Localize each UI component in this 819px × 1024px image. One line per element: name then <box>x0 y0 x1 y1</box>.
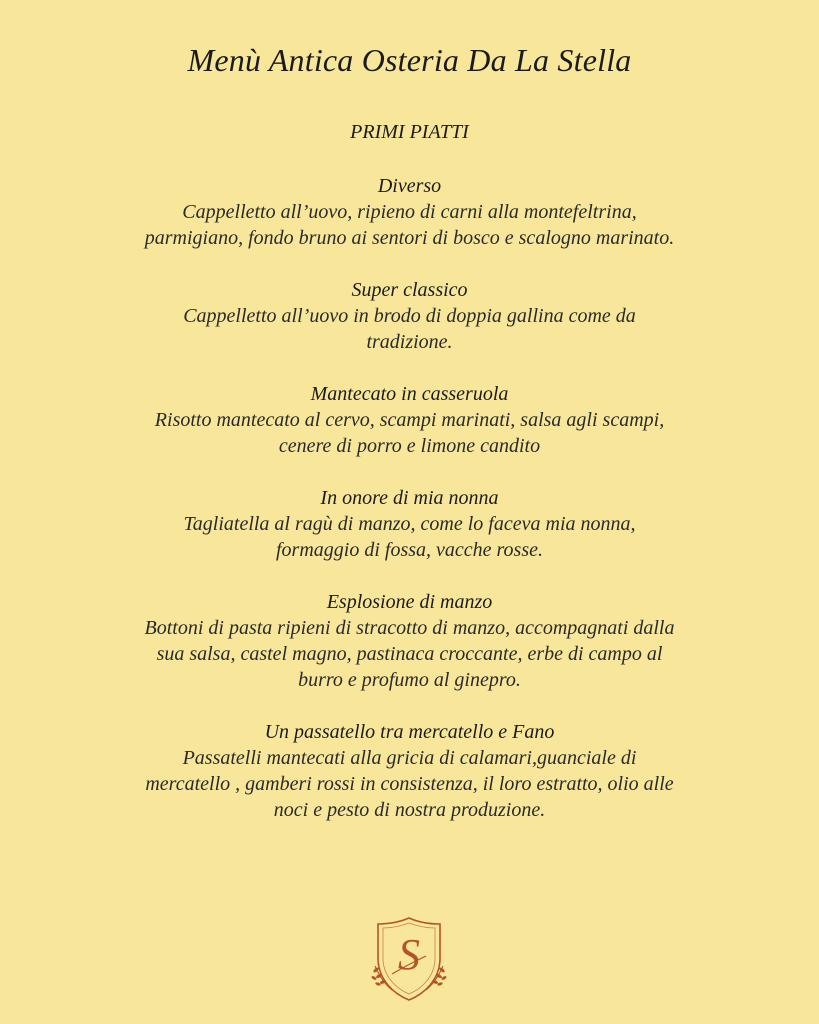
dish-name: Diverso <box>377 175 442 197</box>
dish-description-line: tradizione. <box>366 331 453 353</box>
dish-description-line: parmigiano, fondo bruno ai sentori di bosco e scalogno marinato. <box>144 227 675 249</box>
dish-item <box>90 381 729 459</box>
dish-description-line: burro e profumo al ginepro. <box>298 669 521 691</box>
dish-item <box>90 485 729 563</box>
s-crest-icon <box>370 914 448 1004</box>
dish-description-line: Cappelletto all’uovo in brodo di doppia gallina come da <box>183 305 636 327</box>
crest-letter: S <box>398 930 420 979</box>
dish-description-line: sua salsa, castel magno, pastinaca croccante, erbe di campo al <box>156 643 663 665</box>
dish-item <box>90 589 729 693</box>
dish-name: Un passatello tra mercatello e Fano <box>264 721 555 743</box>
dish-name: In onore di mia nonna <box>320 487 499 509</box>
dish-description-line: Tagliatella al ragù di manzo, come lo faceva mia nonna, <box>183 513 636 535</box>
dish-item <box>90 277 729 355</box>
dish-description-line: cenere di porro e limone candito <box>278 435 541 457</box>
dish-description-line: Passatelli mantecati alla gricia di calamari,guanciale di <box>182 747 637 769</box>
dish-description-line: formaggio di fossa, vacche rosse. <box>275 539 543 561</box>
dish-name: Esplosione di manzo <box>326 591 493 613</box>
dish-description-line: Cappelletto all’uovo, ripieno di carni alla montefeltrina, <box>182 201 637 223</box>
dish-item <box>90 719 729 823</box>
menu-title: Menù Antica Osteria Da La Stella <box>187 42 632 78</box>
section-title-primi-piatti: PRIMI PIATTI <box>350 121 469 143</box>
dish-name: Mantecato in casseruola <box>310 383 509 405</box>
dish-description-line: noci e pesto di nostra produzione. <box>273 799 546 821</box>
dish-item <box>90 173 729 251</box>
dish-description-line: Risotto mantecato al cervo, scampi marinati, salsa agli scampi, <box>154 409 665 431</box>
dish-description-line: Bottoni di pasta ripieni di stracotto di manzo, accompagnati dalla <box>144 617 675 639</box>
dish-name: Super classico <box>351 279 468 301</box>
dish-description-line: mercatello , gamberi rossi in consistenza, il loro estratto, olio alle <box>145 773 674 795</box>
